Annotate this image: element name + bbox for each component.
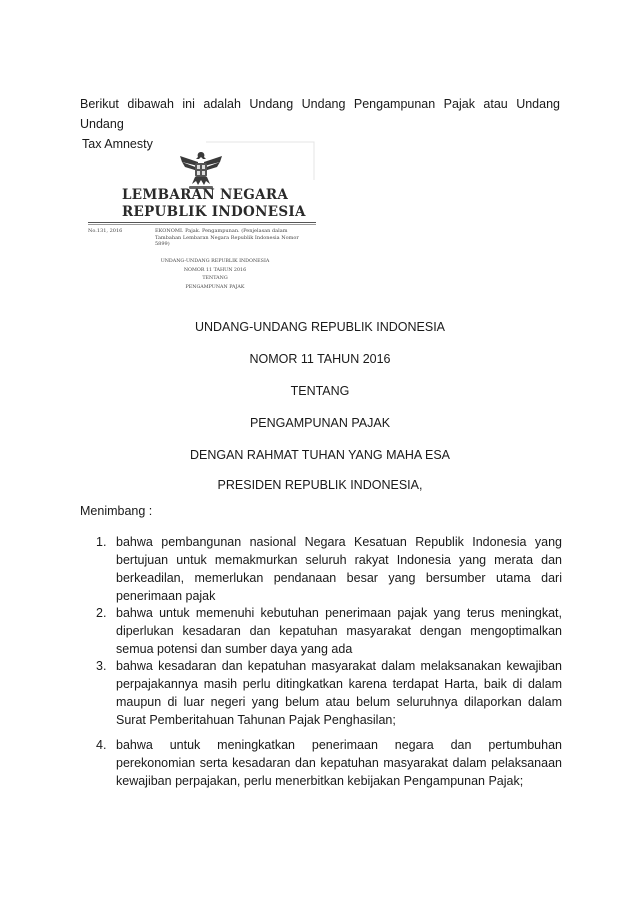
item-number: 2. bbox=[96, 606, 107, 620]
law-tentang: TENTANG bbox=[290, 384, 350, 398]
law-president: PRESIDEN REPUBLIK INDONESIA, bbox=[217, 478, 423, 492]
gazette-sub-line-4: PENGAMPUNAN PAJAK bbox=[185, 284, 245, 290]
item-number: 1. bbox=[96, 535, 107, 549]
item-number: 3. bbox=[96, 659, 107, 673]
gazette-number: No.131, 2016 bbox=[88, 228, 123, 234]
page-shadow-icon bbox=[86, 140, 316, 180]
gazette-title-line-1: LEMBARAN NEGARA bbox=[122, 187, 289, 203]
item-text: bahwa kesadaran dan kepatuhan masyarakat dalam melaksanakan kewajiban perpajakannya masih perlu ditingkatkan karena terdapat Harta, baik di dalam maupun di luar negeri yang belum atau belum seluruhnya dilaporkan dalam Surat Pemberitahuan Tahunan Pajak Penghasilan; bbox=[116, 659, 562, 727]
gazette-divider bbox=[88, 222, 316, 223]
item-number: 4. bbox=[96, 738, 107, 752]
list-item bbox=[80, 657, 562, 729]
gazette-subtitle bbox=[150, 258, 280, 292]
menimbang-label: Menimbang : bbox=[80, 504, 153, 518]
gazette-description: EKONOMI. Pajak. Pengampunan. (Penjelasan dalam Tambahan Lembaran Negara Republik Indonesia Nomor 5899) bbox=[155, 228, 299, 247]
intro-line-1: Berikut dibawah ini adalah Undang Undang Pengampunan Pajak atau Undang Undang bbox=[80, 97, 560, 131]
law-number: NOMOR 11 TAHUN 2016 bbox=[249, 352, 391, 366]
gazette-sub-line-2: NOMOR 11 TAHUN 2016 bbox=[183, 267, 247, 273]
gazette-divider-thin bbox=[88, 224, 316, 225]
list-item bbox=[80, 604, 562, 658]
law-title: UNDANG-UNDANG REPUBLIK INDONESIA bbox=[194, 320, 446, 334]
gazette-title-line-2: REPUBLIK INDONESIA bbox=[122, 204, 306, 220]
list-item bbox=[80, 533, 562, 605]
law-subject: PENGAMPUNAN PAJAK bbox=[249, 416, 391, 430]
law-preamble: DENGAN RAHMAT TUHAN YANG MAHA ESA bbox=[189, 448, 450, 462]
item-text: bahwa pembangunan nasional Negara Kesatuan Republik Indonesia yang bertujuan untuk memakmurkan seluruh rakyat Indonesia yang merata dan berkeadilan, memerlukan pendanaan besar yang bersumber utama dari penerimaan pajak bbox=[116, 535, 562, 603]
item-text: bahwa untuk meningkatkan penerimaan negara dan pertumbuhan perekonomian serta kesadaran dan kepatuhan masyarakat dalam pelaksanaan kewajiban perpajakan, perlu menerbitkan kebijakan Pengampunan Pajak; bbox=[116, 738, 562, 788]
gazette-sub-line-1: UNDANG-UNDANG REPUBLIK INDONESIA bbox=[160, 259, 270, 264]
intro-line-2: Tax Amnesty bbox=[82, 137, 153, 151]
item-text: bahwa untuk memenuhi kebutuhan penerimaan pajak yang terus meningkat, diperlukan kesadaran dan kepatuhan masyarakat dengan mengoptimalkan semua potensi dan sumber daya yang ada bbox=[116, 606, 562, 656]
list-item bbox=[80, 736, 562, 790]
gazette-sub-line-3: TENTANG bbox=[202, 276, 228, 281]
gazette-title bbox=[122, 187, 312, 221]
